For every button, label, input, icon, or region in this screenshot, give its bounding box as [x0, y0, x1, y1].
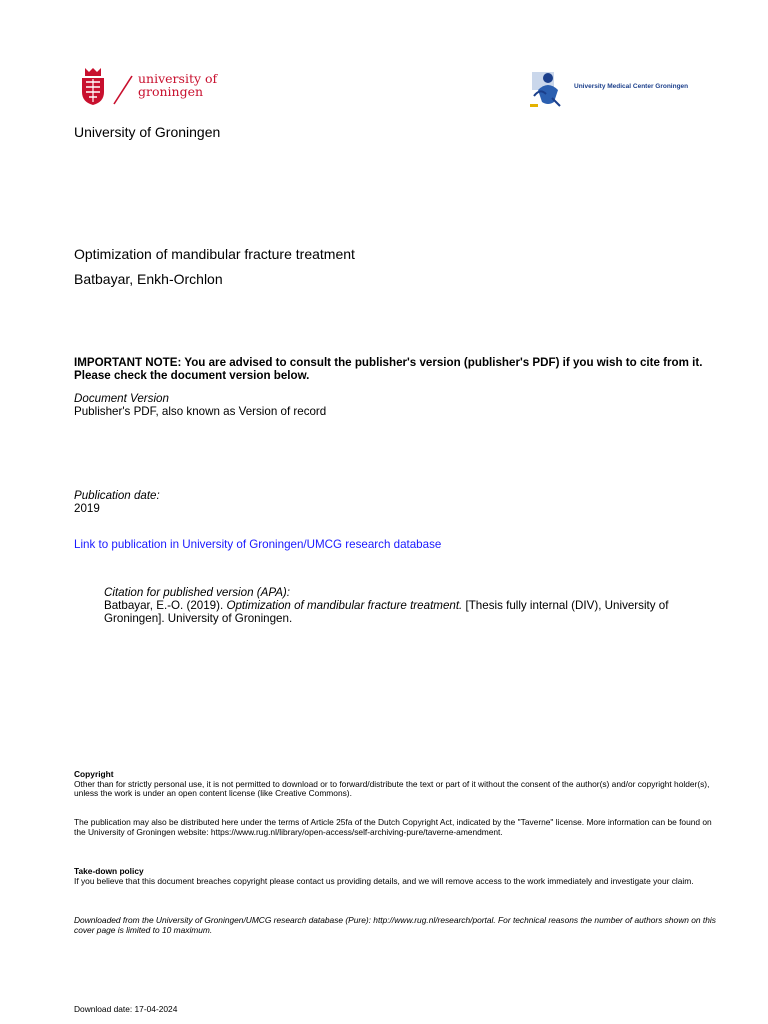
rug-shield-icon — [80, 66, 106, 106]
publication-title: Optimization of mandibular fracture treatment — [74, 246, 355, 262]
rug-logo-line2: groningen — [138, 84, 204, 99]
rug-logo-line1: university of — [138, 71, 218, 86]
rug-slash-icon — [110, 66, 136, 110]
umcg-figure-icon — [526, 66, 570, 110]
umcg-logo — [526, 66, 726, 110]
publication-date-label: Publication date: — [74, 489, 160, 502]
copyright-section — [74, 770, 724, 799]
publication-date-value: 2019 — [74, 502, 100, 515]
takedown-section — [74, 867, 724, 886]
takedown-heading: Take-down policy — [74, 866, 144, 876]
citation-label: Citation for published version (APA): — [104, 586, 291, 599]
citation-suffix: [Thesis fully internal (DIV), University of Groningen]. University of Groningen. — [104, 599, 669, 625]
taverne-section — [74, 818, 724, 837]
downloaded-note: Downloaded from the University of Groningen/UMCG research database (Pure): http://www.rug.nl/research/portal. For technical reasons the number of authors shown on this cover page is limited to 10 maximum. — [74, 915, 716, 935]
citation-prefix: Batbayar, E.-O. (2019). — [104, 599, 227, 612]
takedown-text: If you believe that this document breaches copyright please contact us providing details, and we will remove access to the work immediately and investigate your claim. — [74, 875, 694, 886]
copyright-text: Other than for strictly personal use, it is not permitted to download or to forward/distribute the text or part of it without the consent of the author(s) and/or copyright holder(s), unless the work is under an open content license (like Creative Commons). — [74, 778, 710, 798]
download-date: Download date: 17-04-2024 — [74, 1004, 178, 1014]
citation-title: Optimization of mandibular fracture treatment. — [226, 599, 463, 612]
copyright-heading: Copyright — [74, 769, 114, 779]
institution-name: University of Groningen — [74, 124, 221, 140]
important-note: IMPORTANT NOTE: You are advised to consult the publisher's version (publisher's PDF) if you wish to cite from it. Please check the document version below. — [74, 356, 703, 382]
publication-link[interactable]: Link to publication in University of Groningen/UMCG research database — [74, 538, 442, 551]
taverne-text: The publication may also be distributed here under the terms of Article 25fa of the Dutch Copyright Act, indicated by the "Taverne" license. More information can be found on the University of Groningen website: https://www.rug.nl/library/open-access/self-archiving-pure/taverne-amendment. — [74, 817, 712, 837]
citation-text — [104, 599, 704, 625]
umcg-logo-text: University Medical Center Groningen — [574, 83, 689, 90]
author-name: Batbayar, Enkh-Orchlon — [74, 271, 223, 287]
rug-logo-text — [138, 72, 217, 98]
document-version-value: Publisher's PDF, also known as Version of record — [74, 405, 327, 418]
university-of-groningen-logo — [80, 66, 230, 110]
document-version-label: Document Version — [74, 392, 169, 405]
